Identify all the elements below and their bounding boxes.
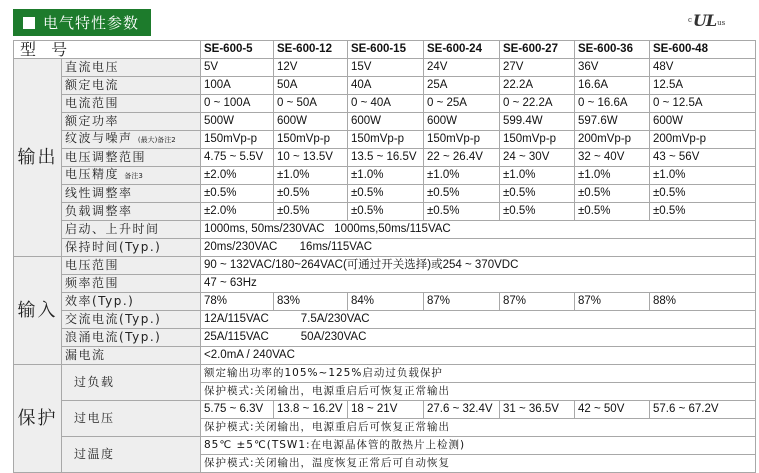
value-span: 85℃ ±5℃(TSW1:在电源晶体管的散热片上检测) (201, 437, 756, 455)
value-cell: 87% (424, 293, 500, 311)
param-label: 过温度 (62, 437, 201, 473)
row-rise-time (14, 221, 756, 239)
value-cell: ±1.0% (575, 167, 650, 185)
value-cell: 150mVp-p (201, 131, 274, 149)
model-cell: SE-600-12 (274, 41, 348, 59)
param-label: 电压调整范围 (62, 149, 201, 167)
row-overload-1 (14, 365, 756, 383)
value-cell: ±0.5% (274, 185, 348, 203)
value-cell: ±1.0% (650, 167, 756, 185)
value-cell: ±0.5% (424, 185, 500, 203)
row-load-regulation (14, 203, 756, 221)
cert-ul: UL (692, 10, 717, 30)
param-label: 线性调整率 (62, 185, 201, 203)
header-row (14, 41, 756, 59)
value-span: 12A/115VAC 7.5A/230VAC (201, 311, 756, 329)
value-span: 20ms/230VAC 16ms/115VAC (201, 239, 756, 257)
row-inrush-current (14, 329, 756, 347)
row-efficiency (14, 293, 756, 311)
value-cell: 83% (274, 293, 348, 311)
ul-certification-logo (688, 10, 744, 30)
value-cell: 36V (575, 59, 650, 77)
param-label: 过负载 (62, 365, 201, 401)
value-cell: ±0.5% (575, 203, 650, 221)
value-cell: ±2.0% (201, 167, 274, 185)
cert-us: us (717, 19, 726, 27)
value-cell: 13.8 ~ 16.2V (274, 401, 348, 419)
value-cell: ±0.5% (575, 185, 650, 203)
model-cell: SE-600-15 (348, 41, 424, 59)
model-cell: SE-600-27 (500, 41, 575, 59)
row-line-regulation (14, 185, 756, 203)
value-cell: 16.6A (575, 77, 650, 95)
value-cell: ±0.5% (348, 185, 424, 203)
param-label: 启动、上升时间 (62, 221, 201, 239)
value-cell: ±1.0% (348, 167, 424, 185)
param-label: 额定功率 (62, 113, 201, 131)
param-label: 电压范围 (62, 257, 201, 275)
value-cell: 40A (348, 77, 424, 95)
value-cell: ±0.5% (424, 203, 500, 221)
value-cell: 57.6 ~ 67.2V (650, 401, 756, 419)
row-rated-current (14, 77, 756, 95)
value-cell: 27V (500, 59, 575, 77)
value-cell: 150mVp-p (348, 131, 424, 149)
param-label: 效率(Typ.) (62, 293, 201, 311)
param-label (62, 167, 201, 185)
value-cell: 87% (575, 293, 650, 311)
value-cell: 12.5A (650, 77, 756, 95)
group-output: 输出 (14, 59, 62, 257)
value-cell: 22.2A (500, 77, 575, 95)
value-cell: 597.6W (575, 113, 650, 131)
row-ac-current (14, 311, 756, 329)
value-span: 保护模式:关闭输出，温度恢复正常后可自动恢复 (201, 455, 756, 473)
group-input: 输入 (14, 257, 62, 365)
row-voltage-adj (14, 149, 756, 167)
param-label-text: 纹波与噪声 (65, 131, 133, 145)
param-label: 保持时间(Typ.) (62, 239, 201, 257)
value-span: 47 ~ 63Hz (201, 275, 756, 293)
value-cell: 10 ~ 13.5V (274, 149, 348, 167)
value-cell: 0 ~ 25A (424, 95, 500, 113)
value-cell: 84% (348, 293, 424, 311)
value-span: 1000ms, 50ms/230VAC 1000ms,50ms/115VAC (201, 221, 756, 239)
value-span: 额定输出功率的105%~125%启动过负载保护 (201, 365, 756, 383)
param-label: 直流电压 (62, 59, 201, 77)
value-cell: 5.75 ~ 6.3V (201, 401, 274, 419)
value-cell: 13.5 ~ 16.5V (348, 149, 424, 167)
value-cell: 0 ~ 50A (274, 95, 348, 113)
value-cell: ±0.5% (650, 203, 756, 221)
value-cell: 150mVp-p (500, 131, 575, 149)
value-cell: 18 ~ 21V (348, 401, 424, 419)
value-cell: 12V (274, 59, 348, 77)
row-hold-time (14, 239, 756, 257)
param-label: 负载调整率 (62, 203, 201, 221)
value-cell: 31 ~ 36.5V (500, 401, 575, 419)
value-cell: ±1.0% (424, 167, 500, 185)
model-cell: SE-600-5 (201, 41, 274, 59)
value-cell: 24 ~ 30V (500, 149, 575, 167)
value-cell: 599.4W (500, 113, 575, 131)
value-span: <2.0mA / 240VAC (201, 347, 756, 365)
row-frequency (14, 275, 756, 293)
value-cell: 0 ~ 12.5A (650, 95, 756, 113)
value-cell: ±0.5% (201, 185, 274, 203)
value-cell: ±0.5% (274, 203, 348, 221)
param-label: 电流范围 (62, 95, 201, 113)
group-protection: 保护 (14, 365, 62, 473)
model-cell: SE-600-24 (424, 41, 500, 59)
value-cell: 600W (348, 113, 424, 131)
param-label-text: 电压精度 (65, 167, 120, 181)
param-label: 频率范围 (62, 275, 201, 293)
value-span: 90 ~ 132VAC/180~264VAC(可通过开关选择)或254 ~ 370VDC (201, 257, 756, 275)
value-cell: 87% (500, 293, 575, 311)
value-cell: 78% (201, 293, 274, 311)
value-cell: 24V (424, 59, 500, 77)
row-input-voltage (14, 257, 756, 275)
cert-c: c (688, 16, 692, 24)
value-cell: 48V (650, 59, 756, 77)
value-cell: 150mVp-p (424, 131, 500, 149)
value-cell: 5V (201, 59, 274, 77)
value-cell: 0 ~ 16.6A (575, 95, 650, 113)
row-voltage-tolerance (14, 167, 756, 185)
value-cell: 600W (650, 113, 756, 131)
param-label: 额定电流 (62, 77, 201, 95)
value-cell: 200mVp-p (575, 131, 650, 149)
value-cell: 600W (274, 113, 348, 131)
value-cell: 32 ~ 40V (575, 149, 650, 167)
value-cell: 27.6 ~ 32.4V (424, 401, 500, 419)
value-cell: ±0.5% (500, 185, 575, 203)
row-leakage-current (14, 347, 756, 365)
value-span: 25A/115VAC 50A/230VAC (201, 329, 756, 347)
value-span: 保护模式:关闭输出，电源重启后可恢复正常输出 (201, 419, 756, 437)
row-dc-voltage (14, 59, 756, 77)
value-cell: 88% (650, 293, 756, 311)
footnote-mark: (最大)备注2 (137, 136, 176, 144)
row-rated-power (14, 113, 756, 131)
model-cell: SE-600-48 (650, 41, 756, 59)
value-span: 保护模式:关闭输出，电源重启后可恢复正常输出 (201, 383, 756, 401)
row-ripple-noise (14, 131, 756, 149)
param-label: 浪涌电流(Typ.) (62, 329, 201, 347)
square-icon (23, 17, 35, 29)
footnote-mark: 备注3 (124, 172, 143, 180)
value-cell: 25A (424, 77, 500, 95)
value-cell: 500W (201, 113, 274, 131)
value-cell: 4.75 ~ 5.5V (201, 149, 274, 167)
value-cell: ±0.5% (650, 185, 756, 203)
value-cell: 22 ~ 26.4V (424, 149, 500, 167)
value-cell: 43 ~ 56V (650, 149, 756, 167)
value-cell: 15V (348, 59, 424, 77)
section-title (13, 9, 151, 36)
value-cell: 0 ~ 22.2A (500, 95, 575, 113)
value-cell: 100A (201, 77, 274, 95)
value-cell: 150mVp-p (274, 131, 348, 149)
row-overvoltage-1 (14, 401, 756, 419)
value-cell: 0 ~ 40A (348, 95, 424, 113)
value-cell: ±1.0% (274, 167, 348, 185)
value-cell: ±0.5% (500, 203, 575, 221)
model-cell: SE-600-36 (575, 41, 650, 59)
value-cell: 600W (424, 113, 500, 131)
value-cell: 42 ~ 50V (575, 401, 650, 419)
value-cell: 200mVp-p (650, 131, 756, 149)
param-label: 交流电流(Typ.) (62, 311, 201, 329)
value-cell: 50A (274, 77, 348, 95)
param-label: 过电压 (62, 401, 201, 437)
section-title-text: 电气特性参数 (43, 14, 140, 32)
spec-table (13, 40, 756, 473)
value-cell: 0 ~ 100A (201, 95, 274, 113)
value-cell: ±2.0% (201, 203, 274, 221)
row-current-range (14, 95, 756, 113)
value-cell: ±1.0% (500, 167, 575, 185)
row-overtemp-1 (14, 437, 756, 455)
param-label: 漏电流 (62, 347, 201, 365)
model-label: 型 号 (14, 41, 201, 59)
param-label (62, 131, 201, 149)
value-cell: ±0.5% (348, 203, 424, 221)
